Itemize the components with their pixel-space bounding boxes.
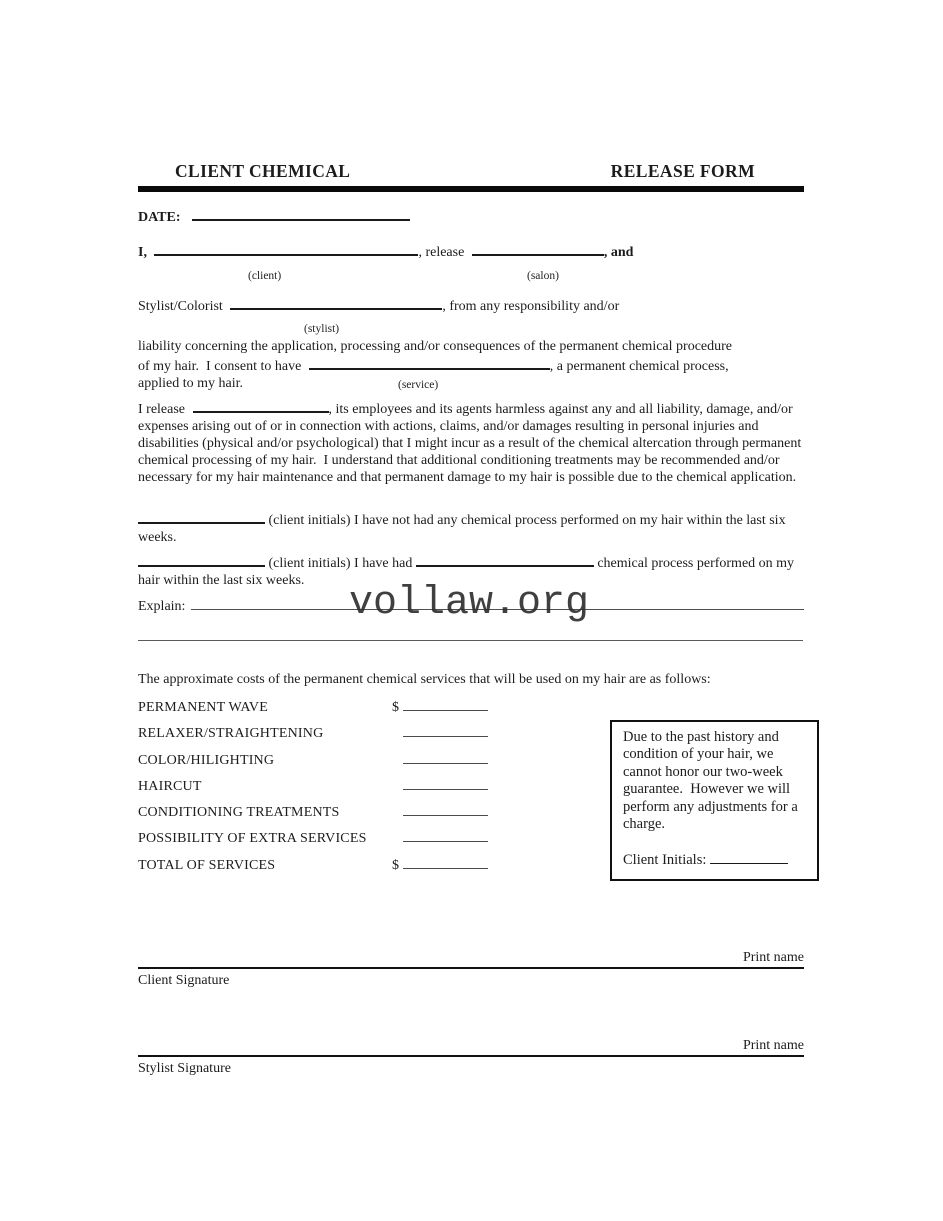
- service-price-blank[interactable]: [403, 828, 488, 842]
- release-paragraph: [138, 398, 806, 486]
- release-post: , its employees and its agents harmless against any and all liability, damage, and/or expenses arising out of or in connection with actions, claims, and/or damages resulting in personal injuries and disabilities (physical and/or psychological) that I might incur as a result of the chemical altercation through permanent chemical processing of my hair. I understand that additional conditioning treatments may be recommended and/or necessary for my hair maintenance and that permanent damage to my hair is possible due to the chemical application.: [138, 402, 802, 485]
- form-title-left: CLIENT CHEMICAL: [175, 161, 351, 181]
- service-row: [138, 828, 608, 854]
- stylist-name-blank[interactable]: [230, 295, 442, 310]
- consent-paragraph: [138, 338, 808, 392]
- stylist-signature-label: Stylist Signature: [138, 1061, 231, 1076]
- form-header: [138, 161, 804, 192]
- consent-line2-post: , a permanent chemical process,: [549, 359, 729, 374]
- client-name-blank[interactable]: [154, 241, 418, 256]
- costs-intro: The approximate costs of the permanent chemical services that will be used on my hair are as follows:: [138, 672, 711, 687]
- guarantee-text: Due to the past history and condition of your hair, we cannot honor our two-week guarantee. However we will perform any adjustments for a charge.: [623, 729, 798, 833]
- initials-blank-1[interactable]: [138, 509, 265, 524]
- section-divider: [138, 640, 803, 641]
- prior-process-blank[interactable]: [416, 552, 594, 567]
- service-label: TOTAL OF SERVICES: [138, 857, 276, 873]
- salon-name-blank[interactable]: [472, 241, 604, 256]
- explain-label: Explain:: [138, 599, 186, 614]
- guarantee-box: [610, 720, 819, 881]
- service-price-blank[interactable]: [403, 697, 488, 711]
- service-price-blank[interactable]: [403, 802, 488, 816]
- stylist-suffix: , from any responsibility and/or: [442, 299, 620, 314]
- parties-row: [138, 241, 818, 282]
- date-blank[interactable]: [192, 206, 410, 221]
- initials-not-had-text: (client initials) I have not had any chemical process performed on my hair within the last six weeks.: [138, 513, 786, 545]
- stylist-signature-block: [138, 1038, 804, 1077]
- stylist-prefix: Stylist/Colorist: [138, 299, 223, 314]
- service-label: PERMANENT WAVE: [138, 700, 268, 715]
- consent-line1: liability concerning the application, processing and/or consequences of the permanent chemical procedure: [138, 339, 732, 354]
- service-label: POSSIBILITY OF EXTRA SERVICES: [138, 831, 367, 847]
- service-price-blank[interactable]: [403, 750, 488, 764]
- service-label: COLOR/HILIGHTING: [138, 752, 275, 768]
- service-row: [138, 802, 608, 828]
- initials-had-post: chemical process performed on my hair within the last six weeks.: [138, 556, 795, 588]
- client-initials-label: Client Initials:: [623, 852, 707, 869]
- initials-blank-2[interactable]: [138, 552, 265, 567]
- consent-line3: applied to my hair.: [138, 376, 243, 391]
- initials-not-had-row: [138, 509, 806, 546]
- service-price-blank[interactable]: [403, 776, 488, 790]
- service-blank[interactable]: [309, 355, 550, 370]
- i-label: I,: [138, 245, 147, 260]
- stylist-row: [138, 295, 818, 335]
- currency-sign: $: [392, 700, 399, 715]
- service-hint-label: (service): [398, 379, 439, 391]
- service-price-blank[interactable]: [403, 723, 488, 737]
- client-print-name[interactable]: Print name: [138, 950, 804, 969]
- salon-hint-label: (salon): [527, 270, 559, 282]
- salon-blank-2[interactable]: [193, 398, 329, 413]
- release-pre: I release: [138, 402, 186, 417]
- service-label: HAIRCUT: [138, 778, 202, 794]
- service-row: [138, 697, 608, 723]
- stylist-hint-label: (stylist): [304, 323, 340, 335]
- client-signature-label: Client Signature: [138, 973, 230, 988]
- watermark: vollaw.org: [349, 581, 590, 626]
- release-label: , release: [418, 245, 465, 260]
- date-label: DATE:: [138, 210, 181, 225]
- currency-sign: $: [392, 857, 399, 873]
- form-title-right: RELEASE FORM: [610, 161, 755, 181]
- client-signature-block: [138, 950, 804, 989]
- and-label: , and: [603, 245, 634, 260]
- service-row: [138, 855, 608, 881]
- client-initials-blank[interactable]: [710, 850, 788, 864]
- initials-had-mid: (client initials) I have had: [268, 556, 413, 571]
- service-label: RELAXER/STRAIGHTENING: [138, 726, 324, 742]
- client-hint-label: (client): [248, 270, 282, 282]
- service-row: [138, 723, 608, 749]
- stylist-print-name[interactable]: Print name: [138, 1038, 804, 1057]
- consent-line2-pre: of my hair. I consent to have: [138, 359, 302, 374]
- services-list: [138, 697, 608, 881]
- date-row: [138, 206, 804, 226]
- service-label: CONDITIONING TREATMENTS: [138, 805, 340, 821]
- service-row: [138, 750, 608, 776]
- service-row: [138, 776, 608, 802]
- service-price-blank[interactable]: [403, 855, 488, 869]
